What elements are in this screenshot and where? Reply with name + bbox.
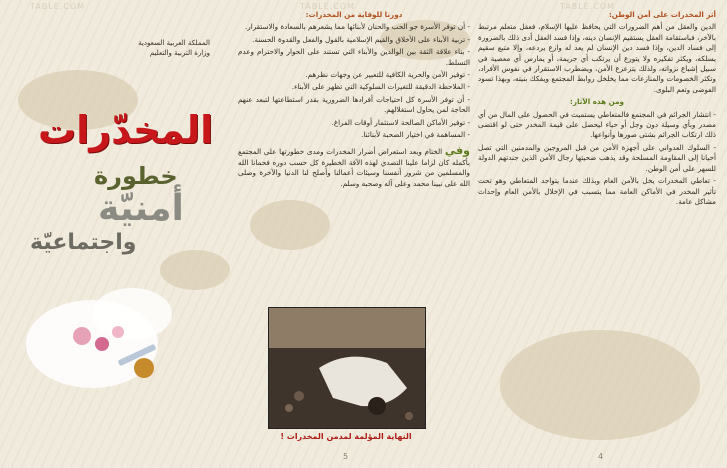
paragraph: الدين والعقل من أهم الضرورات التي يحافظ عليها الإسلام، فعقل متعلم مرتبط بالآخر، فباستقامة العقل يستقيم الإنسان دينه، وإذا فسد العقل أدى ذلك بالضرورة إلى فساد الدين، وإذا فسد دين الإنسان لم يعد له وازع يردعه، وإلا متبع سقيم يسلكه، ويكثر تفكيره ولا يتورع أن يرتكب أي جريمة، أو يمارس أي معصية في سبيل إشباع نزواته، ولذلك يتزعزع الأمن، ويضطرب الاستقرار في نفوس الأفراد، وتكثر الخصومات والمنازعات مما يخلخل روابط المجتمع ويفكك بنيته، وبهذا تسود الفوضى وتعم البلوى.: [478, 22, 716, 94]
smoke-cloud: [92, 288, 172, 340]
list-item: - أن توفر الأسرة جو الحب والحنان لأبنائها مما يشعرهم بالسعادة والاستقرار.: [244, 22, 470, 32]
list-item: - توفير الأمن والحرية الكافية للتعبير عن وجهات نظرهم.: [305, 70, 470, 80]
section-heading: أثر المخدرات على أمن الوطن:: [608, 10, 716, 19]
list-item: - أن توفر الأسرة كل احتياجات أفرادها الضرورية بقدر استطاعتها لتبعد عنهم الحاجة لمن يحاول استغلالهم.: [238, 94, 471, 115]
list-item: - تعاطي المخدرات يخل بالأمن العام وبذلك عندما يتواجد المتعاطي وهو تحت تأثير المخدر في الأماكن العامة مما يتسبب في الإخلال بالأمن العام وإحداث مشاكل عامة.: [478, 176, 716, 206]
watermark: TABLE.COM: [560, 2, 616, 11]
background-stain: [250, 200, 330, 250]
page-number: 4: [598, 452, 604, 461]
list-item-text: بناء علاقة الثقة بين الوالدين والأبناء التي تستند على الحوار والاحترام وعدم التسلط.: [238, 47, 470, 67]
closing-lead: وفي: [444, 144, 470, 158]
list-item-text: الملاحظة الدقيقة للتغيرات السلوكية التي تظهر على الأبناء.: [291, 82, 466, 92]
list-item-text: توفير الأماكن الصالحة لاستثمار أوقات الفراغ.: [331, 117, 466, 127]
section-heading: دورنا للوقاية من المخدرات:: [305, 10, 403, 19]
photo-debris: [285, 404, 293, 412]
photo-debris: [405, 412, 413, 420]
pill-icon: [112, 326, 124, 338]
photo-figure-head: [368, 397, 386, 415]
list-item: - توفير الأماكن الصالحة لاستثمار أوقات الفراغ.: [331, 117, 470, 127]
watermark: TABLE.COM: [300, 2, 356, 11]
closing-text: الختام وبعد استعراض أضرار المخدرات ومدى خطورتها على المجتمع بأكمله كان لزاما علينا التصدي لهذه الآفة الخطيرة كل حسب دوره فحمانا الله والمسلمين من شرور أنفسنا وسيئات أعمالنا وأصلح لنا الدنيا والآخرة وصلى الله على نبينا محمد وعلى آله وصحبه وسلم.: [238, 147, 470, 188]
list-item: - تربية الأبناء على الأخلاق والقيم الإسلامية بالقول والفعل والقدوة الحسنة.: [252, 34, 470, 44]
pill-icon: [73, 327, 91, 345]
list-item: - السلوك العدواني على أجهزة الأمن من قبل المروجين والمدمنين التي تصل أحيانا إلى المقاومة المسلحة وقد يذهب ضحيتها رجال الأمن الذين جندتهم الدولة للسهر على أمن الوطن.: [478, 142, 716, 173]
photo-caption: النهاية المؤلمة لمدمن المخدرات !: [280, 432, 412, 441]
right-column: [478, 10, 716, 209]
ministry-country: المملكة العربية السعودية: [138, 39, 210, 47]
closing-paragraph: [238, 146, 470, 189]
photo-debris: [294, 391, 304, 401]
background-stain: [500, 330, 700, 440]
list-item-text: توفير الأمن والحرية الكافية للتعبير عن وجهات نظرهم.: [305, 70, 466, 80]
addict-photo: [268, 307, 426, 429]
list-item-text: أن توفر الأسرة جو الحب والحنان لأبنائها مما يشعرهم بالسعادة والاستقرار.: [244, 22, 466, 32]
photo-wall: [269, 308, 425, 348]
list-item-text: السلوك العدواني على أجهزة الأمن من قبل المروجين والمدمنين التي تصل أحيانا إلى المقاومة المسلحة وقد يذهب ضحيتها رجال الأمن الذين جندتهم الدولة للسهر على أمن الوطن.: [478, 142, 716, 173]
list-item: - انتشار الجرائم في المجتمع فالمتعاطي يستميت في الحصول على المال من أي مصدر وبأي وسيلة دون وجل أو حياء ليحصل على قيمة المخدر حتى لو اقتضى ذلك ارتكاب الجرائم بشتى صورها وأنواعها.: [478, 109, 716, 140]
title-security: أمنيّة: [98, 188, 184, 229]
watermark: TABLE.COM: [30, 2, 86, 11]
drugs-illustration: [22, 274, 182, 394]
bottle-icon: [134, 358, 154, 378]
title-danger: خطورة: [94, 162, 178, 190]
list-item-text: أن توفر الأسرة كل احتياجات أفرادها الضرورية بقدر استطاعتها لتبعد عنهم الحاجة لمن يحاول استغلالهم.: [238, 94, 470, 115]
page-number: 5: [343, 452, 349, 461]
ministry-name: وزارة التربية والتعليم: [149, 49, 210, 57]
list-item-text: المساهمة في اختيار الصحبة لأبنائنا.: [361, 130, 466, 140]
ministry-label: [80, 38, 210, 58]
page-title: المخدّرات: [38, 108, 214, 152]
list-item-text: تربية الأبناء على الأخلاق والقيم الإسلامية بالقول والفعل والقدوة الحسنة.: [252, 34, 466, 44]
list-item: - المساهمة في اختيار الصحبة لأبنائنا.: [361, 130, 470, 140]
section-heading: ومن هذه الآثار:: [570, 97, 624, 107]
list-item-text: تعاطي المخدرات يخل بالأمن العام وبذلك عندما يتواجد المتعاطي وهو تحت تأثير المخدر في الأماكن العامة مما يتسبب في الإخلال بالأمن العام وإحداث مشاكل عامة.: [478, 176, 716, 206]
pill-icon: [95, 337, 109, 351]
title-social: واجتماعيّة: [30, 230, 137, 255]
list-item: - بناء علاقة الثقة بين الوالدين والأبناء التي تستند على الحوار والاحترام وعدم التسلط.: [238, 47, 470, 67]
list-item-text: انتشار الجرائم في المجتمع فالمتعاطي يستميت في الحصول على المال من أي مصدر وبأي وسيلة دون وجل أو حياء ليحصل على قيمة المخدر حتى لو اقتضى ذلك ارتكاب الجرائم بشتى صورها وأنواعها.: [478, 109, 716, 140]
list-item: - الملاحظة الدقيقة للتغيرات السلوكية التي تظهر على الأبناء.: [291, 82, 470, 92]
middle-column: [238, 10, 470, 191]
